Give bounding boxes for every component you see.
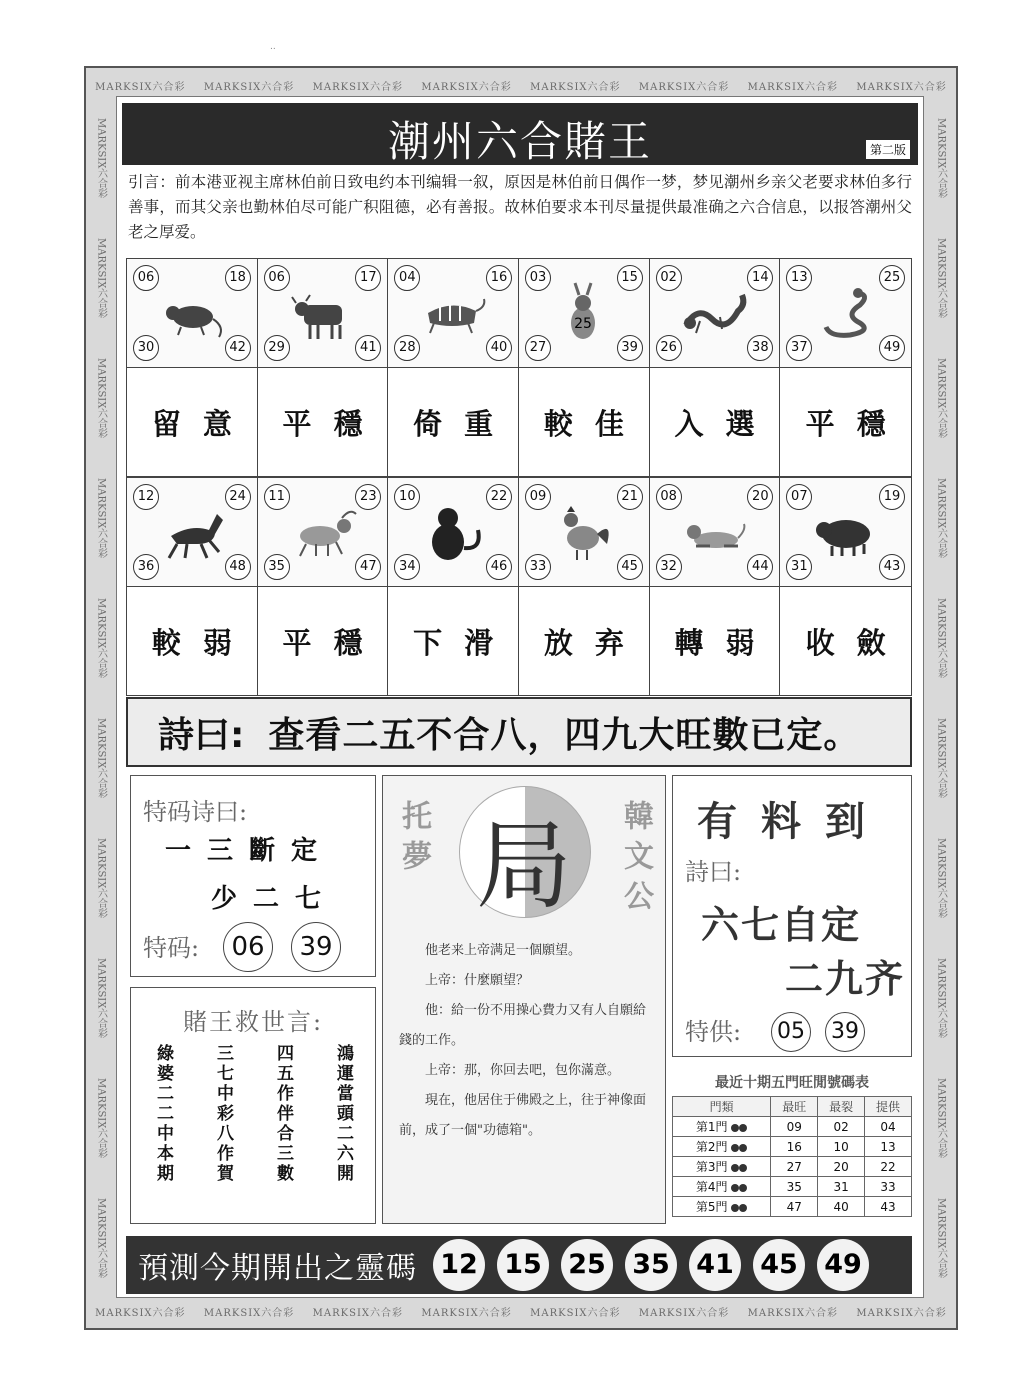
zodiac-number: 42 bbox=[225, 335, 251, 361]
zodiac-cell bbox=[650, 259, 781, 476]
special-code-ball: 06 bbox=[223, 922, 273, 972]
zodiac-number: 17 bbox=[355, 265, 381, 291]
has-info-ball: 39 bbox=[825, 1012, 865, 1052]
zodiac-number: 38 bbox=[747, 335, 773, 361]
watermark-bottom: MARKSIX六合彩 MARKSIX六合彩 MARKSIX六合彩 MARKSIX六合彩 MARKSIX六合彩 MARKSIX六合彩 MARKSIX六合彩 MARKSIX六合彩 bbox=[95, 1307, 947, 1319]
zodiac-number: 41 bbox=[355, 335, 381, 361]
intro-paragraph: 引言：前本港亚视主席林伯前日致电约本刊编辑一叙，原因是林伯前日偶作一梦，梦见潮州乡亲父老要求林伯多行善事，而其父亲也勤林伯尽可能广积阻德，必有善报。故林伯要求本刊尽量提供最准确之六合信息，以报答潮州父老之厚爱。 bbox=[128, 173, 912, 241]
special-poem-line1: 一三斷定 bbox=[165, 836, 334, 866]
zodiac-number: 25 bbox=[879, 265, 905, 291]
prediction-ball: 35 bbox=[625, 1239, 677, 1291]
has-info-heading: 有料到 bbox=[697, 799, 889, 845]
zodiac-cell bbox=[388, 478, 519, 695]
special-poem-box bbox=[130, 775, 376, 977]
zodiac-verdict: 倚重 bbox=[413, 406, 516, 441]
zodiac-number: 19 bbox=[879, 484, 905, 510]
zodiac-number: 21 bbox=[617, 484, 643, 510]
zodiac-verdict: 收斂 bbox=[805, 625, 908, 660]
zodiac-number: 49 bbox=[879, 335, 905, 361]
zodiac-number: 32 bbox=[656, 554, 682, 580]
cold-cell: 31 bbox=[818, 1177, 865, 1197]
hot-cell: 47 bbox=[771, 1197, 818, 1217]
table-row bbox=[673, 1197, 912, 1217]
zodiac-number: 37 bbox=[786, 335, 812, 361]
prediction-ball: 15 bbox=[497, 1239, 549, 1291]
pick-cell: 13 bbox=[865, 1137, 912, 1157]
pick-cell: 33 bbox=[865, 1177, 912, 1197]
special-code-label: 特码: bbox=[143, 934, 200, 962]
zodiac-number: 09 bbox=[525, 484, 551, 510]
pick-cell: 22 bbox=[865, 1157, 912, 1177]
zodiac-verdict: 較佳 bbox=[543, 406, 646, 441]
snake-icon bbox=[810, 281, 880, 345]
prediction-ball: 49 bbox=[817, 1239, 869, 1291]
special-poem-heading: 特码诗曰: bbox=[143, 798, 248, 826]
hot-cell: 16 bbox=[771, 1137, 818, 1157]
stats-table bbox=[672, 1096, 912, 1217]
zodiac-number: 26 bbox=[656, 335, 682, 361]
zodiac-number: 40 bbox=[486, 335, 512, 361]
zodiac-number: 30 bbox=[133, 335, 159, 361]
has-info-label: 特供: bbox=[685, 1018, 742, 1046]
zodiac-cell bbox=[258, 478, 389, 695]
edition-label: 第二版 bbox=[866, 140, 910, 159]
has-info-line1: 六七自定 bbox=[701, 903, 862, 947]
zodiac-cell bbox=[780, 478, 911, 695]
zodiac-number: 12 bbox=[133, 484, 159, 510]
zodiac-number: 04 bbox=[394, 265, 420, 291]
poem-bar bbox=[126, 697, 912, 767]
dog-icon bbox=[680, 500, 750, 564]
zodiac-verdict: 平穩 bbox=[282, 625, 385, 660]
cold-cell: 40 bbox=[818, 1197, 865, 1217]
zodiac-cell bbox=[127, 259, 258, 476]
zodiac-number: 11 bbox=[264, 484, 290, 510]
zodiac-number: 48 bbox=[225, 554, 251, 580]
dragon-icon bbox=[680, 281, 750, 345]
zodiac-verdict: 留意 bbox=[151, 406, 254, 441]
has-info-box bbox=[672, 775, 912, 1057]
savior-heading: 賭王救世言: bbox=[182, 1008, 324, 1036]
zodiac-number: 10 bbox=[394, 484, 420, 510]
door-cell: 第5門 bbox=[673, 1197, 771, 1217]
zodiac-cell bbox=[519, 259, 650, 476]
ox-icon bbox=[288, 281, 358, 345]
zodiac-cell bbox=[519, 478, 650, 695]
cold-cell: 02 bbox=[818, 1117, 865, 1137]
prediction-balls bbox=[433, 1239, 881, 1291]
rat-icon bbox=[157, 281, 227, 345]
dream-right-label: 韓文公 bbox=[618, 800, 653, 920]
pick-cell: 43 bbox=[865, 1197, 912, 1217]
title-banner bbox=[122, 103, 918, 165]
zodiac-verdict: 平穩 bbox=[282, 406, 385, 441]
prediction-ball: 41 bbox=[689, 1239, 741, 1291]
dream-left-label: 托夢 bbox=[396, 800, 431, 880]
horse-icon bbox=[157, 500, 227, 564]
has-info-line2: 二九齐 bbox=[785, 957, 906, 1001]
stats-table-wrap bbox=[672, 1072, 912, 1217]
table-row bbox=[673, 1137, 912, 1157]
rooster-icon bbox=[549, 500, 619, 564]
zodiac-number: 20 bbox=[747, 484, 773, 510]
prediction-label: 預測今期開出之靈碼 bbox=[138, 1251, 417, 1286]
zodiac-cell bbox=[258, 259, 389, 476]
watermark-left: MARKSIX六合彩 MARKSIX六合彩 MARKSIX六合彩 MARKSIX六合彩 MARKSIX六合彩 MARKSIX六合彩 MARKSIX六合彩 MARKSIX六合彩 MARKSIX六合彩 MARKSIX六合彩 bbox=[95, 117, 107, 1279]
poem-label: 詩曰: bbox=[158, 714, 245, 756]
door-cell: 第4門 bbox=[673, 1177, 771, 1197]
door-cell: 第2門 bbox=[673, 1137, 771, 1157]
zodiac-number: 27 bbox=[525, 335, 551, 361]
zodiac-number: 14 bbox=[747, 265, 773, 291]
zodiac-number: 08 bbox=[656, 484, 682, 510]
story-line: 現在，他居住于佛殿之上，往于神像面前，成了一個"功德箱"。 bbox=[399, 1093, 647, 1138]
prediction-ball: 12 bbox=[433, 1239, 485, 1291]
stats-header: 最旺 bbox=[771, 1097, 818, 1117]
savior-column: 綠婆二二中本期 bbox=[153, 1044, 173, 1184]
top-mark: .. bbox=[270, 42, 276, 52]
story-line: 他老来上帝满足一個願望。 bbox=[425, 943, 582, 958]
stats-header: 最裂 bbox=[818, 1097, 865, 1117]
door-cell: 第3門 bbox=[673, 1157, 771, 1177]
zodiac-number: 43 bbox=[879, 554, 905, 580]
goat-icon bbox=[288, 500, 358, 564]
prediction-bar bbox=[126, 1236, 912, 1294]
watermark-right: MARKSIX六合彩 MARKSIX六合彩 MARKSIX六合彩 MARKSIX六合彩 MARKSIX六合彩 MARKSIX六合彩 MARKSIX六合彩 MARKSIX六合彩 MARKSIX六合彩 MARKSIX六合彩 bbox=[935, 117, 947, 1279]
savior-column: 鴻運當頭二六開 bbox=[333, 1044, 353, 1184]
rabbit-overlay-number: 25 bbox=[574, 316, 592, 332]
hot-cell: 27 bbox=[771, 1157, 818, 1177]
zodiac-number: 46 bbox=[486, 554, 512, 580]
story-line: 他：給一份不用操心費力又有人自願給錢的工作。 bbox=[399, 1003, 647, 1048]
special-code-ball: 39 bbox=[291, 922, 341, 972]
stats-header: 提供 bbox=[865, 1097, 912, 1117]
table-row bbox=[673, 1177, 912, 1197]
zodiac-number: 39 bbox=[617, 335, 643, 361]
zodiac-number: 03 bbox=[525, 265, 551, 291]
stats-header: 門類 bbox=[673, 1097, 771, 1117]
door-cell: 第1門 bbox=[673, 1117, 771, 1137]
prediction-ball: 45 bbox=[753, 1239, 805, 1291]
zodiac-cell bbox=[780, 259, 911, 476]
zodiac-verdict: 入選 bbox=[674, 406, 777, 441]
zodiac-cell bbox=[127, 478, 258, 695]
zodiac-verdict: 較弱 bbox=[151, 625, 254, 660]
zodiac-number: 15 bbox=[617, 265, 643, 291]
pig-icon bbox=[810, 500, 880, 564]
zodiac-number: 06 bbox=[133, 265, 159, 291]
savior-column: 三七中彩八作賀 bbox=[213, 1044, 233, 1184]
dream-story bbox=[399, 936, 653, 1146]
monkey-icon bbox=[418, 500, 488, 564]
zodiac-verdict: 下滑 bbox=[413, 625, 516, 660]
zodiac-number: 28 bbox=[394, 335, 420, 361]
zodiac-number: 02 bbox=[656, 265, 682, 291]
zodiac-number: 47 bbox=[355, 554, 381, 580]
zodiac-verdict: 平穩 bbox=[805, 406, 908, 441]
page-title: 潮州六合賭王 bbox=[387, 117, 652, 166]
cold-cell: 10 bbox=[818, 1137, 865, 1157]
has-info-poem-label: 詩曰: bbox=[685, 858, 742, 886]
has-info-ball: 05 bbox=[771, 1012, 811, 1052]
hot-cell: 35 bbox=[771, 1177, 818, 1197]
rabbit-icon bbox=[549, 281, 619, 345]
hot-cell: 09 bbox=[771, 1117, 818, 1137]
special-poem-line2: 少二七 bbox=[211, 884, 338, 914]
zodiac-number: 31 bbox=[786, 554, 812, 580]
watermark-top: MARKSIX六合彩 MARKSIX六合彩 MARKSIX六合彩 MARKSIX六合彩 MARKSIX六合彩 MARKSIX六合彩 MARKSIX六合彩 MARKSIX六合彩 bbox=[95, 81, 947, 93]
zodiac-number: 07 bbox=[786, 484, 812, 510]
zodiac-number: 13 bbox=[786, 265, 812, 291]
zodiac-verdict: 轉弱 bbox=[674, 625, 777, 660]
savior-words-box bbox=[130, 987, 376, 1224]
zodiac-number: 24 bbox=[225, 484, 251, 510]
cold-cell: 20 bbox=[818, 1157, 865, 1177]
table-row bbox=[673, 1157, 912, 1177]
zodiac-grid-row2 bbox=[126, 477, 912, 696]
zodiac-number: 45 bbox=[617, 554, 643, 580]
zodiac-grid-row1 bbox=[126, 258, 912, 477]
zodiac-number: 44 bbox=[747, 554, 773, 580]
zodiac-number: 33 bbox=[525, 554, 551, 580]
stats-caption: 最近十期五門旺閒號碼表 bbox=[715, 1075, 869, 1091]
zodiac-number: 22 bbox=[486, 484, 512, 510]
pick-cell: 04 bbox=[865, 1117, 912, 1137]
zodiac-number: 34 bbox=[394, 554, 420, 580]
prediction-ball: 25 bbox=[561, 1239, 613, 1291]
zodiac-number: 16 bbox=[486, 265, 512, 291]
zodiac-cell bbox=[650, 478, 781, 695]
dream-box bbox=[382, 775, 666, 1224]
table-row bbox=[673, 1117, 912, 1137]
ju-character: 局 bbox=[476, 810, 572, 922]
tiger-icon bbox=[418, 281, 488, 345]
story-line: 上帝：那，你回去吧，包你滿意。 bbox=[425, 1063, 621, 1078]
story-line: 上帝：什麼願望？ bbox=[425, 973, 530, 988]
zodiac-number: 06 bbox=[264, 265, 290, 291]
poem-text: 查看二五不合八，四九大旺數已定。 bbox=[268, 714, 861, 756]
zodiac-cell bbox=[388, 259, 519, 476]
zodiac-number: 36 bbox=[133, 554, 159, 580]
zodiac-number: 35 bbox=[264, 554, 290, 580]
zodiac-verdict: 放弃 bbox=[543, 625, 646, 660]
zodiac-number: 23 bbox=[355, 484, 381, 510]
savior-column: 四五作伴合三數 bbox=[273, 1044, 293, 1184]
zodiac-number: 29 bbox=[264, 335, 290, 361]
zodiac-number: 18 bbox=[225, 265, 251, 291]
